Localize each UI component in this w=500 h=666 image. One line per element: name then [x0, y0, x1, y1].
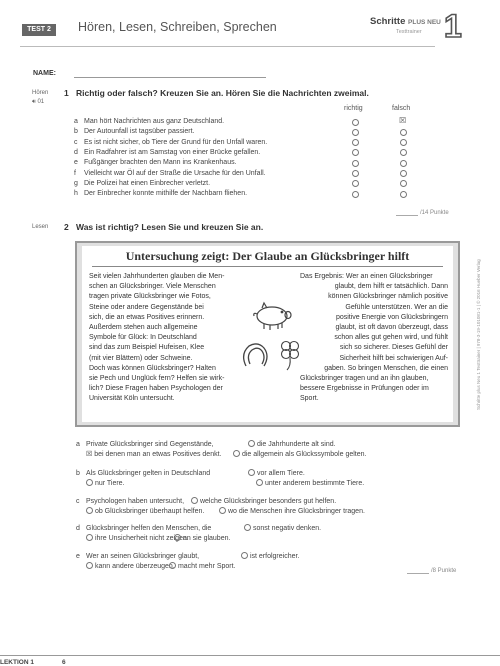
statement-text: Vielleicht war Öl auf der Straße die Ursache für den Unfall. [84, 169, 266, 177]
option-checkbox[interactable] [233, 450, 240, 457]
article-text-right: Sicherheit hilft bei schwierigen Auf- [339, 354, 448, 362]
answer-option: ob Glücksbringer überhaupt helfen. [86, 507, 204, 517]
article-text-left: Seit vielen Jahrhunderten glauben die Men- [89, 273, 225, 280]
test-badge: TEST 2 [22, 24, 56, 36]
article-text-left: tragen private Glücksbringer wie Fotos, [89, 293, 211, 301]
checkbox-falsch[interactable] [400, 149, 407, 156]
question-stem: Wer an seinen Glücksbringer glaubt, [86, 553, 200, 560]
checkbox-falsch[interactable] [400, 139, 407, 146]
clover-icon [282, 342, 299, 371]
article-text-right: bessere Ergebnisse in Prüfungen oder im [300, 385, 429, 393]
item-letter: h [74, 190, 78, 198]
question-letter: a [76, 441, 80, 448]
checkbox-falsch[interactable] [400, 160, 407, 167]
task-title: Was ist richtig? Lesen Sie und kreuzen Sie an. [76, 222, 264, 232]
answer-option: die allgemein als Glückssymbole gelten. [233, 450, 366, 460]
pig-icon [254, 303, 291, 330]
option-checkbox[interactable] [248, 440, 255, 447]
task-title: Richtig oder falsch? Kreuzen Sie an. Hören Sie die Nachrichten zweimal. [76, 88, 369, 98]
brand-subtitle: Testtrainer [396, 29, 422, 35]
speaker-icon: 🔊︎ [32, 99, 36, 105]
statement-row [74, 169, 454, 179]
checkbox-richtig[interactable] [352, 149, 359, 156]
answer-option: an sie glauben. [174, 534, 230, 544]
checkbox-falsch[interactable] [400, 180, 407, 187]
side-label-listening: Hören [32, 90, 49, 96]
name-field[interactable] [74, 77, 266, 78]
lesson-label: LEKTION 1 [0, 659, 34, 666]
article-text-right: Gefühle unterstützen. Wer an die [345, 303, 448, 311]
item-letter: g [74, 179, 78, 187]
option-checkbox[interactable] [86, 479, 93, 486]
article-text-left: schen an Glücksbringer. Viele Menschen [89, 283, 216, 291]
question-letter: d [76, 525, 80, 532]
article-text-right: positive Energie von Glücksbringern [335, 313, 448, 321]
article-text-right: schon alles gut gehen wird, und fühlt [334, 334, 448, 342]
volume-number: 1 [444, 8, 462, 44]
question-stem: Psychologen haben untersucht, [86, 498, 185, 505]
statement-text: Ein Radfahrer ist am Samstag von einer Brücke gefallen. [84, 148, 261, 156]
question-letter: e [76, 553, 80, 560]
answer-option: kann andere überzeugen. [86, 562, 175, 572]
article-text-left: Symbole für Glück: In Deutschland [89, 334, 197, 342]
statement-row [74, 158, 454, 168]
option-checkbox[interactable] [169, 562, 176, 569]
answer-option: sonst negativ denken. [244, 524, 321, 534]
article-text-left: sich, die an etwas Positives erinnern. [89, 313, 205, 321]
column-richtig: richtig [344, 105, 363, 112]
option-checkbox[interactable] [86, 534, 93, 541]
option-checkbox[interactable] [244, 524, 251, 531]
checkbox-falsch[interactable] [400, 129, 407, 136]
checkbox-richtig[interactable] [352, 191, 359, 198]
side-label-reading: Lesen [32, 224, 49, 230]
item-letter: e [74, 159, 78, 167]
points-task2: /8 Punkte [407, 568, 456, 574]
question-stem: Als Glücksbringer gelten in Deutschland [86, 470, 211, 477]
statement-row [74, 117, 454, 127]
article-text-right: glaubt, ist oft davon überzeugt, dass [335, 324, 448, 331]
answer-option: die Jahrhunderte alt sind. [248, 440, 336, 450]
question-stem: Private Glücksbringer sind Gegenstände, [86, 441, 214, 448]
checkbox-richtig[interactable] [352, 139, 359, 146]
article-text-left: Doch was können Glücksbringer? Halten [89, 364, 216, 372]
checkbox-richtig[interactable] [352, 180, 359, 187]
question-letter: b [76, 470, 80, 477]
brand-logo [370, 16, 441, 27]
item-letter: a [74, 118, 78, 125]
horseshoe-icon [244, 344, 267, 366]
item-letter: b [74, 128, 78, 136]
answer-option: welche Glücksbringer besonders gut helfen. [191, 497, 336, 507]
answer-option: vor allem Tiere. [248, 469, 305, 479]
option-checkbox-checked[interactable]: ☒ [86, 451, 93, 458]
option-checkbox[interactable] [191, 497, 198, 504]
column-falsch: falsch [392, 105, 411, 112]
article-text-right: Sport. [300, 395, 319, 403]
option-checkbox[interactable] [174, 534, 181, 541]
article-text-left: (mit vier Blättern) oder Schweine. [89, 354, 193, 362]
option-checkbox[interactable] [241, 552, 248, 559]
statement-text: Fußgänger brachten den Mann ins Krankenhaus. [84, 159, 237, 167]
answer-option: macht mehr Sport. [169, 562, 236, 572]
checkbox-richtig[interactable] [352, 170, 359, 177]
answer-option: ist erfolgreicher. [241, 552, 299, 562]
statement-row [74, 179, 454, 189]
option-checkbox[interactable] [248, 469, 255, 476]
article-text-left: sie Pech und Unglück fern? Helfen sie wirk- [89, 375, 225, 382]
article-text-right: glaubt, dem hilft er tatsächlich. Dann [334, 283, 448, 291]
statement-row [74, 127, 454, 137]
statement-text: Es ist nicht sicher, ob Tiere der Grund für den Unfall waren. [84, 138, 268, 146]
article-text-left: Universität Köln untersucht. [89, 395, 175, 403]
statement-text: Die Polizei hat einen Einbrecher verletzt. [84, 179, 211, 187]
header-divider [20, 46, 435, 47]
option-checkbox[interactable] [256, 479, 263, 486]
statement-row [74, 148, 454, 158]
article-text-left: lich? Diese Fragen haben Psychologen der [89, 385, 223, 393]
task-number: 1 [64, 88, 69, 98]
brand-plus: PLUS NEU [408, 19, 441, 26]
article-text-right: Glücksbringer tragen und an ihn glauben, [300, 375, 429, 382]
answer-option: ihre Unsicherheit nicht zeigen. [86, 534, 189, 544]
item-letter: c [74, 138, 78, 146]
answer-option: wo die Menschen ihre Glücksbringer tragen. [219, 507, 365, 517]
copyright-note: Schritte plus Neu 1 Testtrainer | 978-3-19-101081-1 | © 2016 Hueber Verlag [476, 259, 481, 410]
page-number: 6 [62, 659, 66, 666]
statement-text: Man hört Nachrichten aus ganz Deutschland. [84, 118, 225, 125]
option-checkbox[interactable] [219, 507, 226, 514]
checkbox-falsch-checked[interactable]: ☒ [399, 116, 407, 125]
statement-row [74, 189, 454, 199]
article-text-right: sich so sicherer. Dieses Gefühl der [339, 344, 448, 352]
question-stem: Glücksbringer helfen den Menschen, die [86, 525, 212, 532]
checkbox-falsch[interactable] [400, 170, 407, 177]
statement-text: Der Autounfall ist tagsüber passiert. [84, 128, 195, 136]
article-text-right: können Glücksbringer nämlich positive [328, 293, 448, 301]
option-checkbox[interactable] [86, 562, 93, 569]
article-title-divider [92, 266, 443, 267]
page-title: Hören, Lesen, Schreiben, Sprechen [78, 20, 277, 34]
task-number: 2 [64, 222, 69, 232]
article-text-right: gaben. So bringen Menschen, die einen [324, 364, 448, 372]
lucky-charms-illustration [236, 300, 306, 372]
audio-track[interactable] [32, 99, 44, 106]
statement-row [74, 138, 454, 148]
name-label: NAME: [33, 70, 56, 77]
item-letter: d [74, 148, 78, 156]
article-title: Untersuchung zeigt: Der Glaube an Glücksbringer hilft [125, 249, 410, 263]
footer-divider [0, 655, 500, 656]
option-checkbox[interactable] [86, 507, 93, 514]
article-text-left: Steine oder andere Gegenstände bei [89, 303, 204, 311]
item-letter: f [74, 169, 76, 177]
statement-text: Der Einbrecher konnte mithilfe der Nachbarn fliehen. [84, 190, 248, 198]
article-text-left: sind das zum Beispiel Hufeisen, Klee [89, 344, 205, 352]
audio-track-number: 01 [37, 99, 45, 105]
brand-name: Schritte [370, 16, 406, 27]
checkbox-richtig[interactable] [352, 160, 359, 167]
question-letter: c [76, 498, 80, 505]
article-text-right: Das Ergebnis: Wer an einen Glücksbringer [300, 273, 433, 280]
answer-option: unter anderem bestimmte Tiere. [256, 479, 364, 489]
article-text-left: Außerdem stehen auch allgemeine [89, 324, 198, 331]
checkbox-richtig[interactable] [352, 119, 359, 126]
checkbox-richtig[interactable] [352, 129, 359, 136]
checkbox-falsch[interactable] [400, 191, 407, 198]
points-task1: /14 Punkte [396, 210, 449, 216]
answer-option: nur Tiere. [86, 479, 125, 489]
answer-option: ☒ bei denen man an etwas Positives denkt. [86, 451, 222, 458]
